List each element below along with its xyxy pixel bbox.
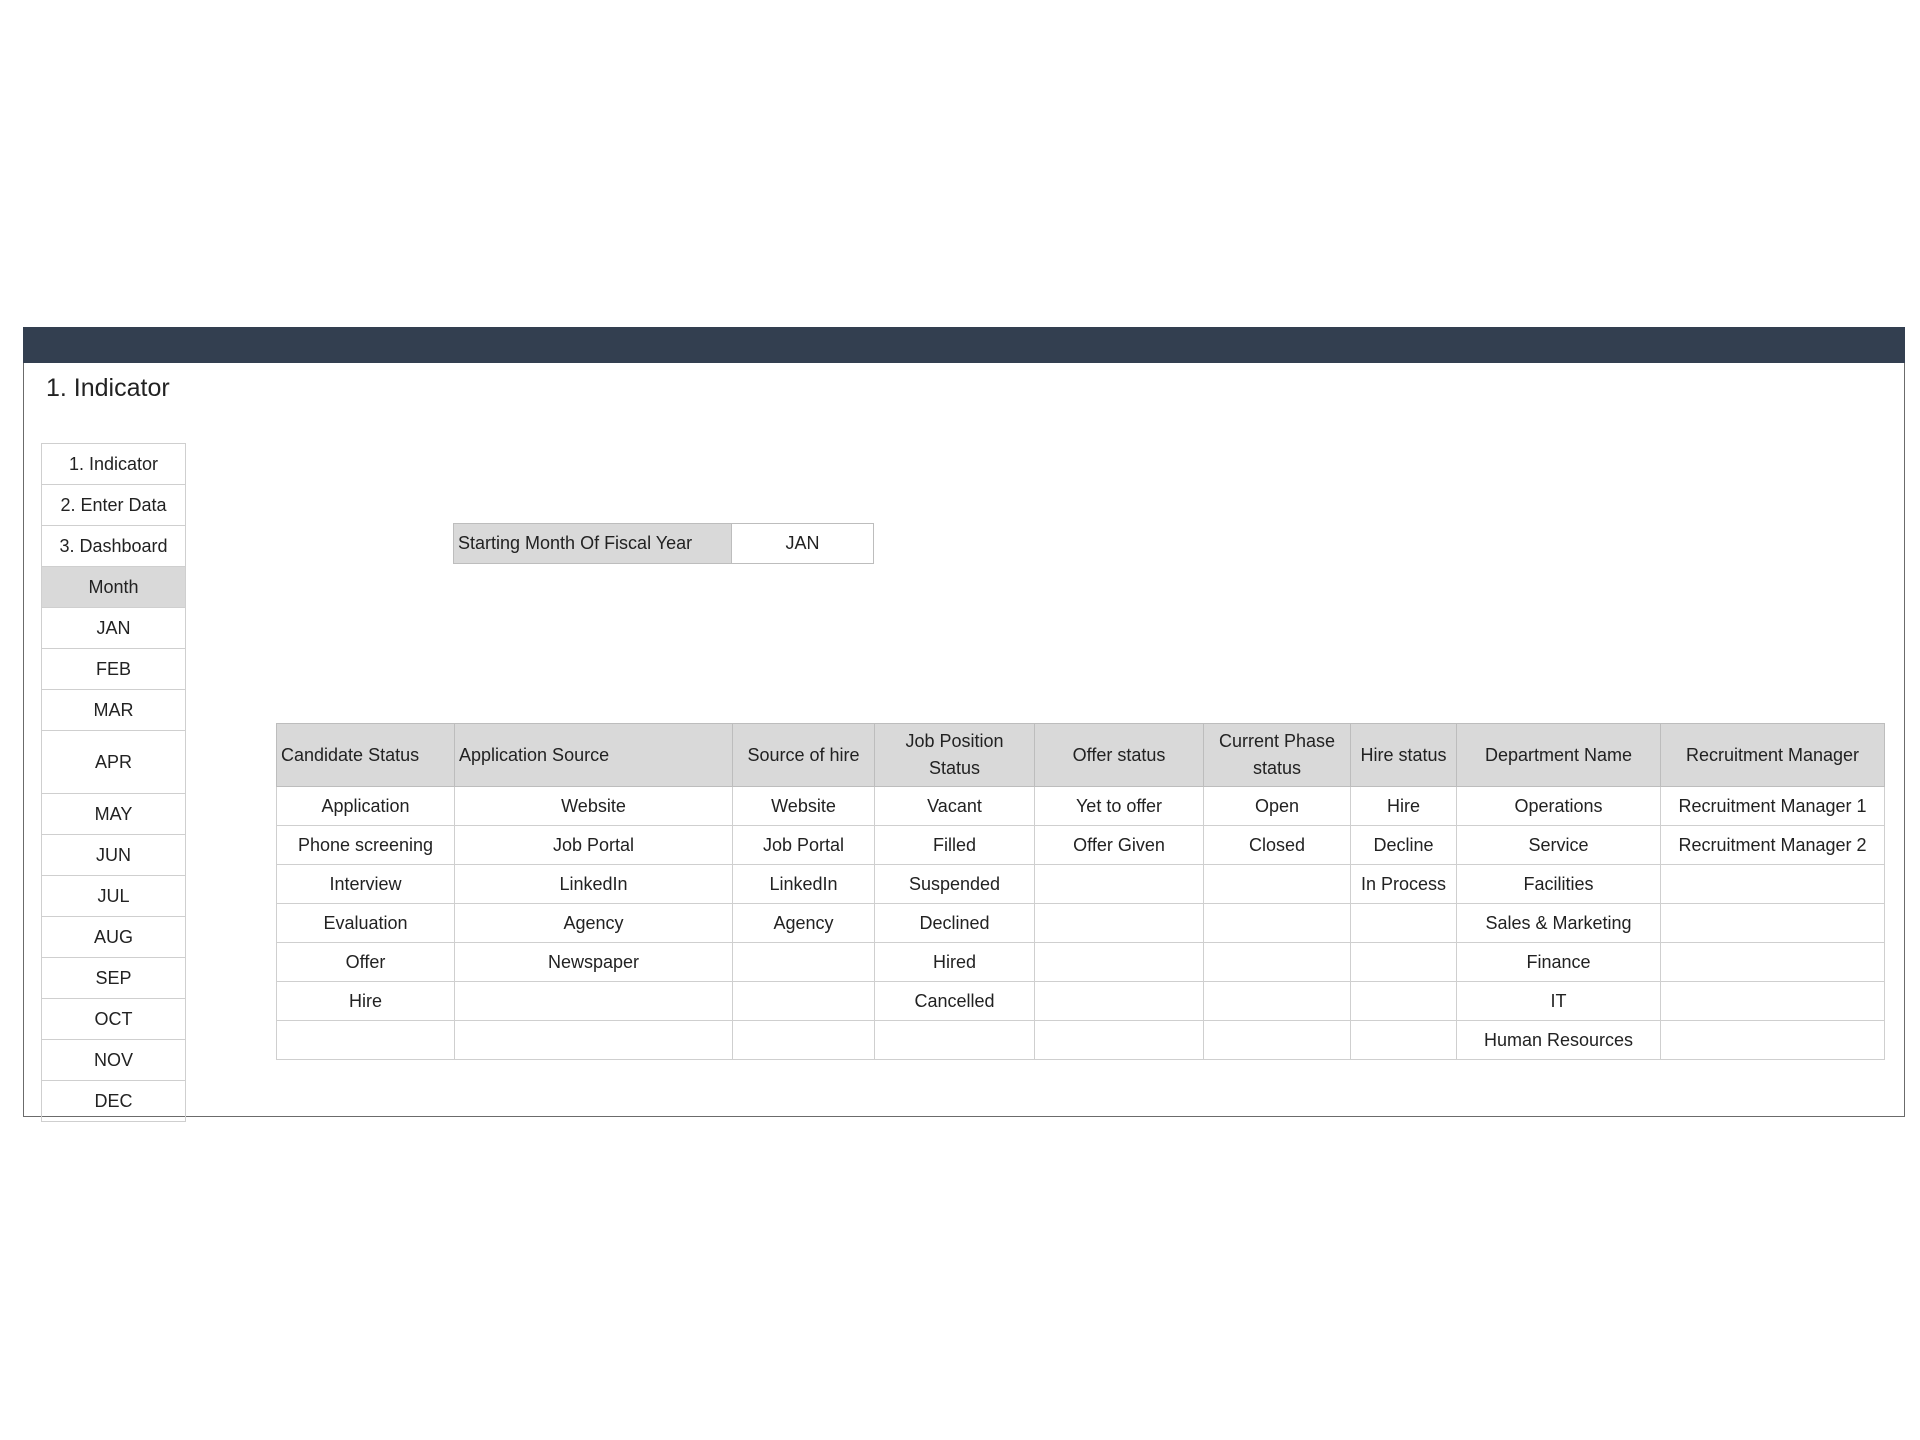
recruitment-manager-header: Recruitment Manager [1661, 724, 1885, 787]
table-cell[interactable]: LinkedIn [733, 865, 875, 904]
month-cell[interactable]: SEP [42, 958, 186, 999]
table-cell[interactable] [1204, 904, 1351, 943]
table-cell[interactable]: Agency [455, 904, 733, 943]
current-phase-status-header: Current Phase status [1204, 724, 1351, 787]
table-cell[interactable]: Offer Given [1035, 826, 1204, 865]
table-cell[interactable] [277, 1021, 455, 1060]
month-cell[interactable]: OCT [42, 999, 186, 1040]
sidebar-nav [41, 443, 186, 1122]
table-cell[interactable]: LinkedIn [455, 865, 733, 904]
table-cell[interactable] [1204, 865, 1351, 904]
table-cell[interactable] [1204, 1021, 1351, 1060]
table-cell[interactable] [1204, 982, 1351, 1021]
table-cell[interactable]: Agency [733, 904, 875, 943]
table-cell[interactable] [1661, 982, 1885, 1021]
month-cell[interactable]: JUN [42, 835, 186, 876]
table-cell[interactable] [1351, 943, 1457, 982]
table-cell[interactable]: Filled [875, 826, 1035, 865]
table-cell[interactable]: Website [455, 787, 733, 826]
table-cell[interactable]: Human Resources [1457, 1021, 1661, 1060]
table-cell[interactable] [1035, 865, 1204, 904]
table-cell[interactable]: Interview [277, 865, 455, 904]
table-cell[interactable]: Decline [1351, 826, 1457, 865]
table-cell[interactable] [1035, 943, 1204, 982]
table-row [277, 865, 1885, 904]
table-cell[interactable]: Sales & Marketing [1457, 904, 1661, 943]
nav-item-dashboard[interactable]: 3. Dashboard [42, 526, 186, 567]
month-cell[interactable]: APR [42, 731, 186, 794]
table-cell[interactable] [1661, 904, 1885, 943]
table-cell[interactable]: Offer [277, 943, 455, 982]
month-cell[interactable]: MAR [42, 690, 186, 731]
source-of-hire-header: Source of hire [733, 724, 875, 787]
table-cell[interactable]: Service [1457, 826, 1661, 865]
table-cell[interactable] [733, 982, 875, 1021]
application-source-header: Application Source [455, 724, 733, 787]
month-cell[interactable]: NOV [42, 1040, 186, 1081]
table-cell[interactable]: Evaluation [277, 904, 455, 943]
table-cell[interactable]: Website [733, 787, 875, 826]
table-cell[interactable]: Declined [875, 904, 1035, 943]
table-cell[interactable]: Closed [1204, 826, 1351, 865]
table-cell[interactable] [875, 1021, 1035, 1060]
table-cell[interactable] [1035, 1021, 1204, 1060]
table-cell[interactable]: Hire [1351, 787, 1457, 826]
table-cell[interactable] [1351, 1021, 1457, 1060]
month-header: Month [42, 567, 186, 608]
nav-item-indicator[interactable]: 1. Indicator [42, 444, 186, 485]
month-cell[interactable]: JAN [42, 608, 186, 649]
table-cell[interactable]: Hire [277, 982, 455, 1021]
table-cell[interactable]: Recruitment Manager 2 [1661, 826, 1885, 865]
department-name-header: Department Name [1457, 724, 1661, 787]
fiscal-year-setting [453, 523, 874, 564]
hire-status-header: Hire status [1351, 724, 1457, 787]
table-row [277, 943, 1885, 982]
table-cell[interactable]: Job Portal [733, 826, 875, 865]
table-cell[interactable] [455, 982, 733, 1021]
month-cell[interactable]: MAY [42, 794, 186, 835]
table-cell[interactable]: Suspended [875, 865, 1035, 904]
table-cell[interactable] [1035, 982, 1204, 1021]
table-cell[interactable] [1661, 865, 1885, 904]
table-cell[interactable]: In Process [1351, 865, 1457, 904]
table-row [277, 904, 1885, 943]
nav-item-enter-data[interactable]: 2. Enter Data [42, 485, 186, 526]
table-cell[interactable]: Facilities [1457, 865, 1661, 904]
indicator-lists-table [276, 723, 1885, 1060]
fiscal-year-month-select[interactable]: JAN [732, 524, 874, 564]
table-cell[interactable]: IT [1457, 982, 1661, 1021]
table-row [277, 787, 1885, 826]
month-cell[interactable]: DEC [42, 1081, 186, 1122]
table-cell[interactable]: Operations [1457, 787, 1661, 826]
table-row [277, 982, 1885, 1021]
month-cell[interactable]: JUL [42, 876, 186, 917]
table-cell[interactable] [1661, 943, 1885, 982]
month-cell[interactable]: AUG [42, 917, 186, 958]
table-cell[interactable] [1351, 904, 1457, 943]
table-cell[interactable]: Open [1204, 787, 1351, 826]
table-row [277, 826, 1885, 865]
table-cell[interactable] [1204, 943, 1351, 982]
table-cell[interactable] [1351, 982, 1457, 1021]
table-row [277, 1021, 1885, 1060]
table-cell[interactable] [1035, 904, 1204, 943]
page-title: 1. Indicator [46, 374, 170, 402]
offer-status-header: Offer status [1035, 724, 1204, 787]
table-cell[interactable]: Application [277, 787, 455, 826]
table-cell[interactable]: Recruitment Manager 1 [1661, 787, 1885, 826]
table-cell[interactable]: Vacant [875, 787, 1035, 826]
table-cell[interactable] [1661, 1021, 1885, 1060]
table-cell[interactable]: Hired [875, 943, 1035, 982]
table-cell[interactable]: Newspaper [455, 943, 733, 982]
table-cell[interactable]: Job Portal [455, 826, 733, 865]
table-cell[interactable]: Phone screening [277, 826, 455, 865]
job-position-status-header: Job Position Status [875, 724, 1035, 787]
month-cell[interactable]: FEB [42, 649, 186, 690]
header-bar [23, 327, 1905, 363]
fiscal-year-label: Starting Month Of Fiscal Year [454, 524, 732, 564]
table-cell[interactable] [733, 1021, 875, 1060]
table-cell[interactable] [455, 1021, 733, 1060]
candidate-status-header: Candidate Status [277, 724, 455, 787]
table-header-row [277, 724, 1885, 787]
table-cell[interactable]: Yet to offer [1035, 787, 1204, 826]
table-cell[interactable]: Finance [1457, 943, 1661, 982]
table-cell[interactable]: Cancelled [875, 982, 1035, 1021]
table-cell[interactable] [733, 943, 875, 982]
